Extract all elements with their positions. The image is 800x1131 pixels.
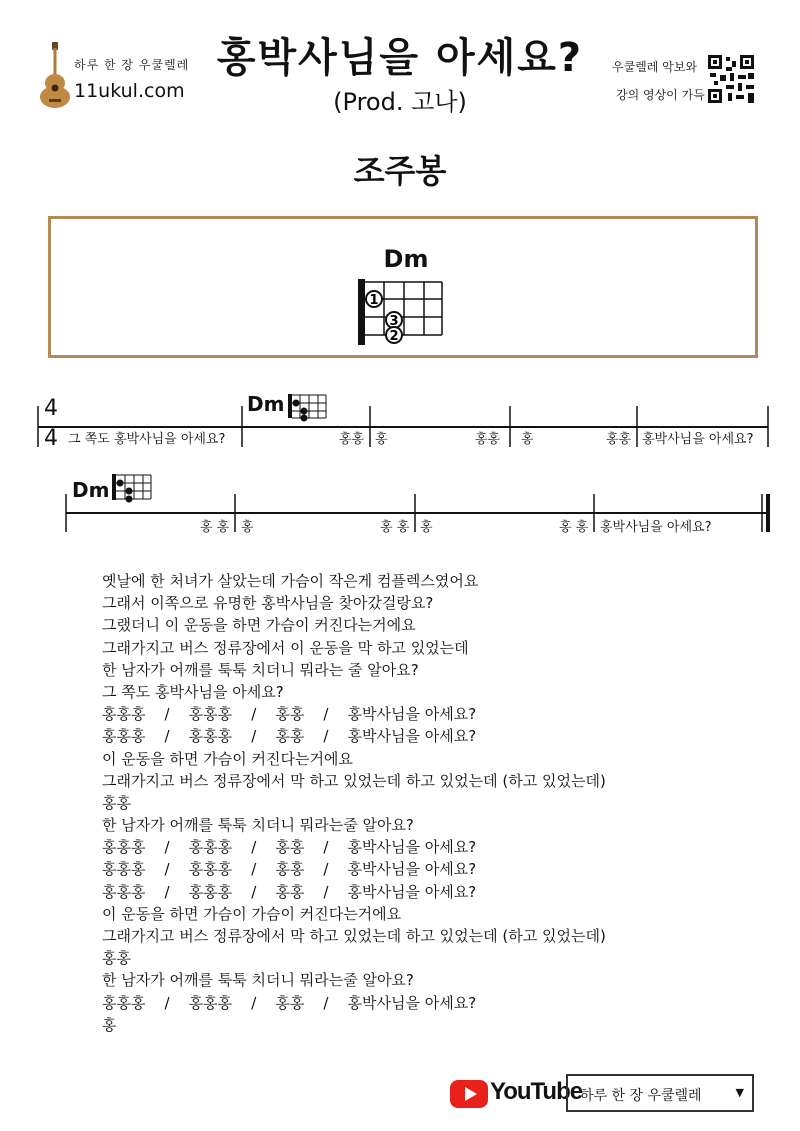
lyric-line: 홍홍: [102, 949, 131, 968]
lyric-line: 그래가지고 버스 정류장에서 막 하고 있었는데 하고 있었는데 (하고 있었는데): [102, 771, 606, 790]
finger-2: 2: [389, 329, 399, 344]
time-signature-top: 4: [44, 396, 58, 421]
lyric-line: 홍홍홍 / 홍홍홍 / 홍홍 / 홍박사님을 아세요?: [102, 860, 477, 879]
brand-tagline: 하루 한 장 우쿨렐레: [74, 58, 190, 72]
finger-3: 3: [389, 314, 399, 329]
youtube-label[interactable]: YouTube: [490, 1078, 583, 1105]
lyric-line: 한 남자가 어깨를 툭툭 치더니 뭐라는줄 알아요?: [102, 971, 414, 990]
song-subtitle: (Prod. 고나): [333, 88, 467, 116]
lyric-line: 홍홍홍 / 홍홍홍 / 홍홍 / 홍박사님을 아세요?: [102, 705, 477, 724]
lyric-line: 홍홍홍 / 홍홍홍 / 홍홍 / 홍박사님을 아세요?: [102, 882, 477, 901]
staff-lyric: 홍 홍: [200, 520, 230, 535]
lyric-line: 홍홍홍 / 홍홍홍 / 홍홍 / 홍박사님을 아세요?: [102, 838, 477, 857]
staff-lyric: 홍 홍: [559, 520, 589, 535]
song-key: 조주봉: [353, 152, 447, 190]
staff-lyric: 홍박사님을 아세요?: [642, 432, 754, 447]
qr-caption-line1: 우쿨렐레 악보와: [612, 60, 697, 74]
staff-lyric: 홍박사님을 아세요?: [600, 520, 712, 535]
qr-code-icon[interactable]: [708, 55, 754, 103]
lyric-line: 홍홍홍 / 홍홍홍 / 홍홍 / 홍박사님을 아세요?: [102, 993, 477, 1012]
lyric-line: 홍홍홍 / 홍홍홍 / 홍홍 / 홍박사님을 아세요?: [102, 727, 477, 746]
channel-select[interactable]: [566, 1074, 754, 1112]
lyric-line: 한 남자가 어깨를 툭툭 치더니 뭐라는줄 알아요?: [102, 816, 414, 835]
lyric-line: 이 운동을 하면 가슴이 가슴이 커진다는거에요: [102, 904, 402, 923]
lyrics-block: [102, 570, 606, 1036]
staff-lyric: 홍: [241, 520, 254, 535]
lyric-line: 옛날에 한 처녀가 살았는데 가슴이 작은게 컴플렉스였어요: [102, 572, 479, 590]
song-title: 홍박사님을 아세요?: [216, 35, 584, 81]
lyric-line: 홍: [102, 1015, 117, 1034]
lyric-line: 그랬더니 이 운동을 하면 가슴이 커진다는거에요: [102, 616, 416, 635]
youtube-play-icon[interactable]: [450, 1080, 488, 1108]
staff-chord-label: Dm: [72, 478, 110, 502]
chord-diagram: [354, 277, 454, 349]
qr-caption-line2: 강의 영상이 가득: [616, 88, 705, 102]
lyric-line: 그래가지고 버스 정류장에서 막 하고 있었는데 하고 있었는데 (하고 있었는데): [102, 927, 606, 945]
staff-lyric: 홍: [521, 432, 534, 447]
time-signature-bottom: 4: [44, 426, 58, 451]
staff-lyric: 홍: [375, 432, 388, 447]
lyric-line: 그 쪽도 홍박사님을 아세요?: [102, 682, 284, 701]
chord-name: Dm: [383, 245, 429, 273]
finger-1: 1: [369, 293, 379, 308]
chevron-down-icon: ▼: [735, 1086, 744, 1099]
lyric-line: 홍홍: [102, 793, 131, 812]
chord-box: [48, 216, 758, 358]
staff-lyric: 홍홍: [606, 432, 632, 447]
staff-lyric: 그 쪽도 홍박사님을 아세요?: [68, 432, 226, 447]
lyric-line: 한 남자가 어깨를 툭툭 치더니 뭐라는 줄 알아요?: [102, 660, 419, 679]
staff-lyric: 홍홍: [475, 432, 501, 447]
brand-url[interactable]: 11ukul.com: [74, 80, 185, 102]
staff-lyric: 홍홍: [339, 432, 365, 447]
staff-lyric: 홍 홍: [380, 520, 410, 535]
lyric-line: 이 운동을 하면 가슴이 커진다는거에요: [102, 749, 353, 768]
lyric-line: 그래서 이쪽으로 유명한 홍박사님을 찾아갔걸랑요?: [102, 594, 434, 613]
lyric-line: 그래가지고 버스 정류장에서 이 운동을 막 하고 있었는데: [102, 638, 469, 657]
staff-lyric: 홍: [420, 520, 433, 535]
channel-select-value: 하루 한 장 우쿨렐레: [580, 1088, 702, 1104]
staff-chord-label: Dm: [247, 392, 285, 416]
